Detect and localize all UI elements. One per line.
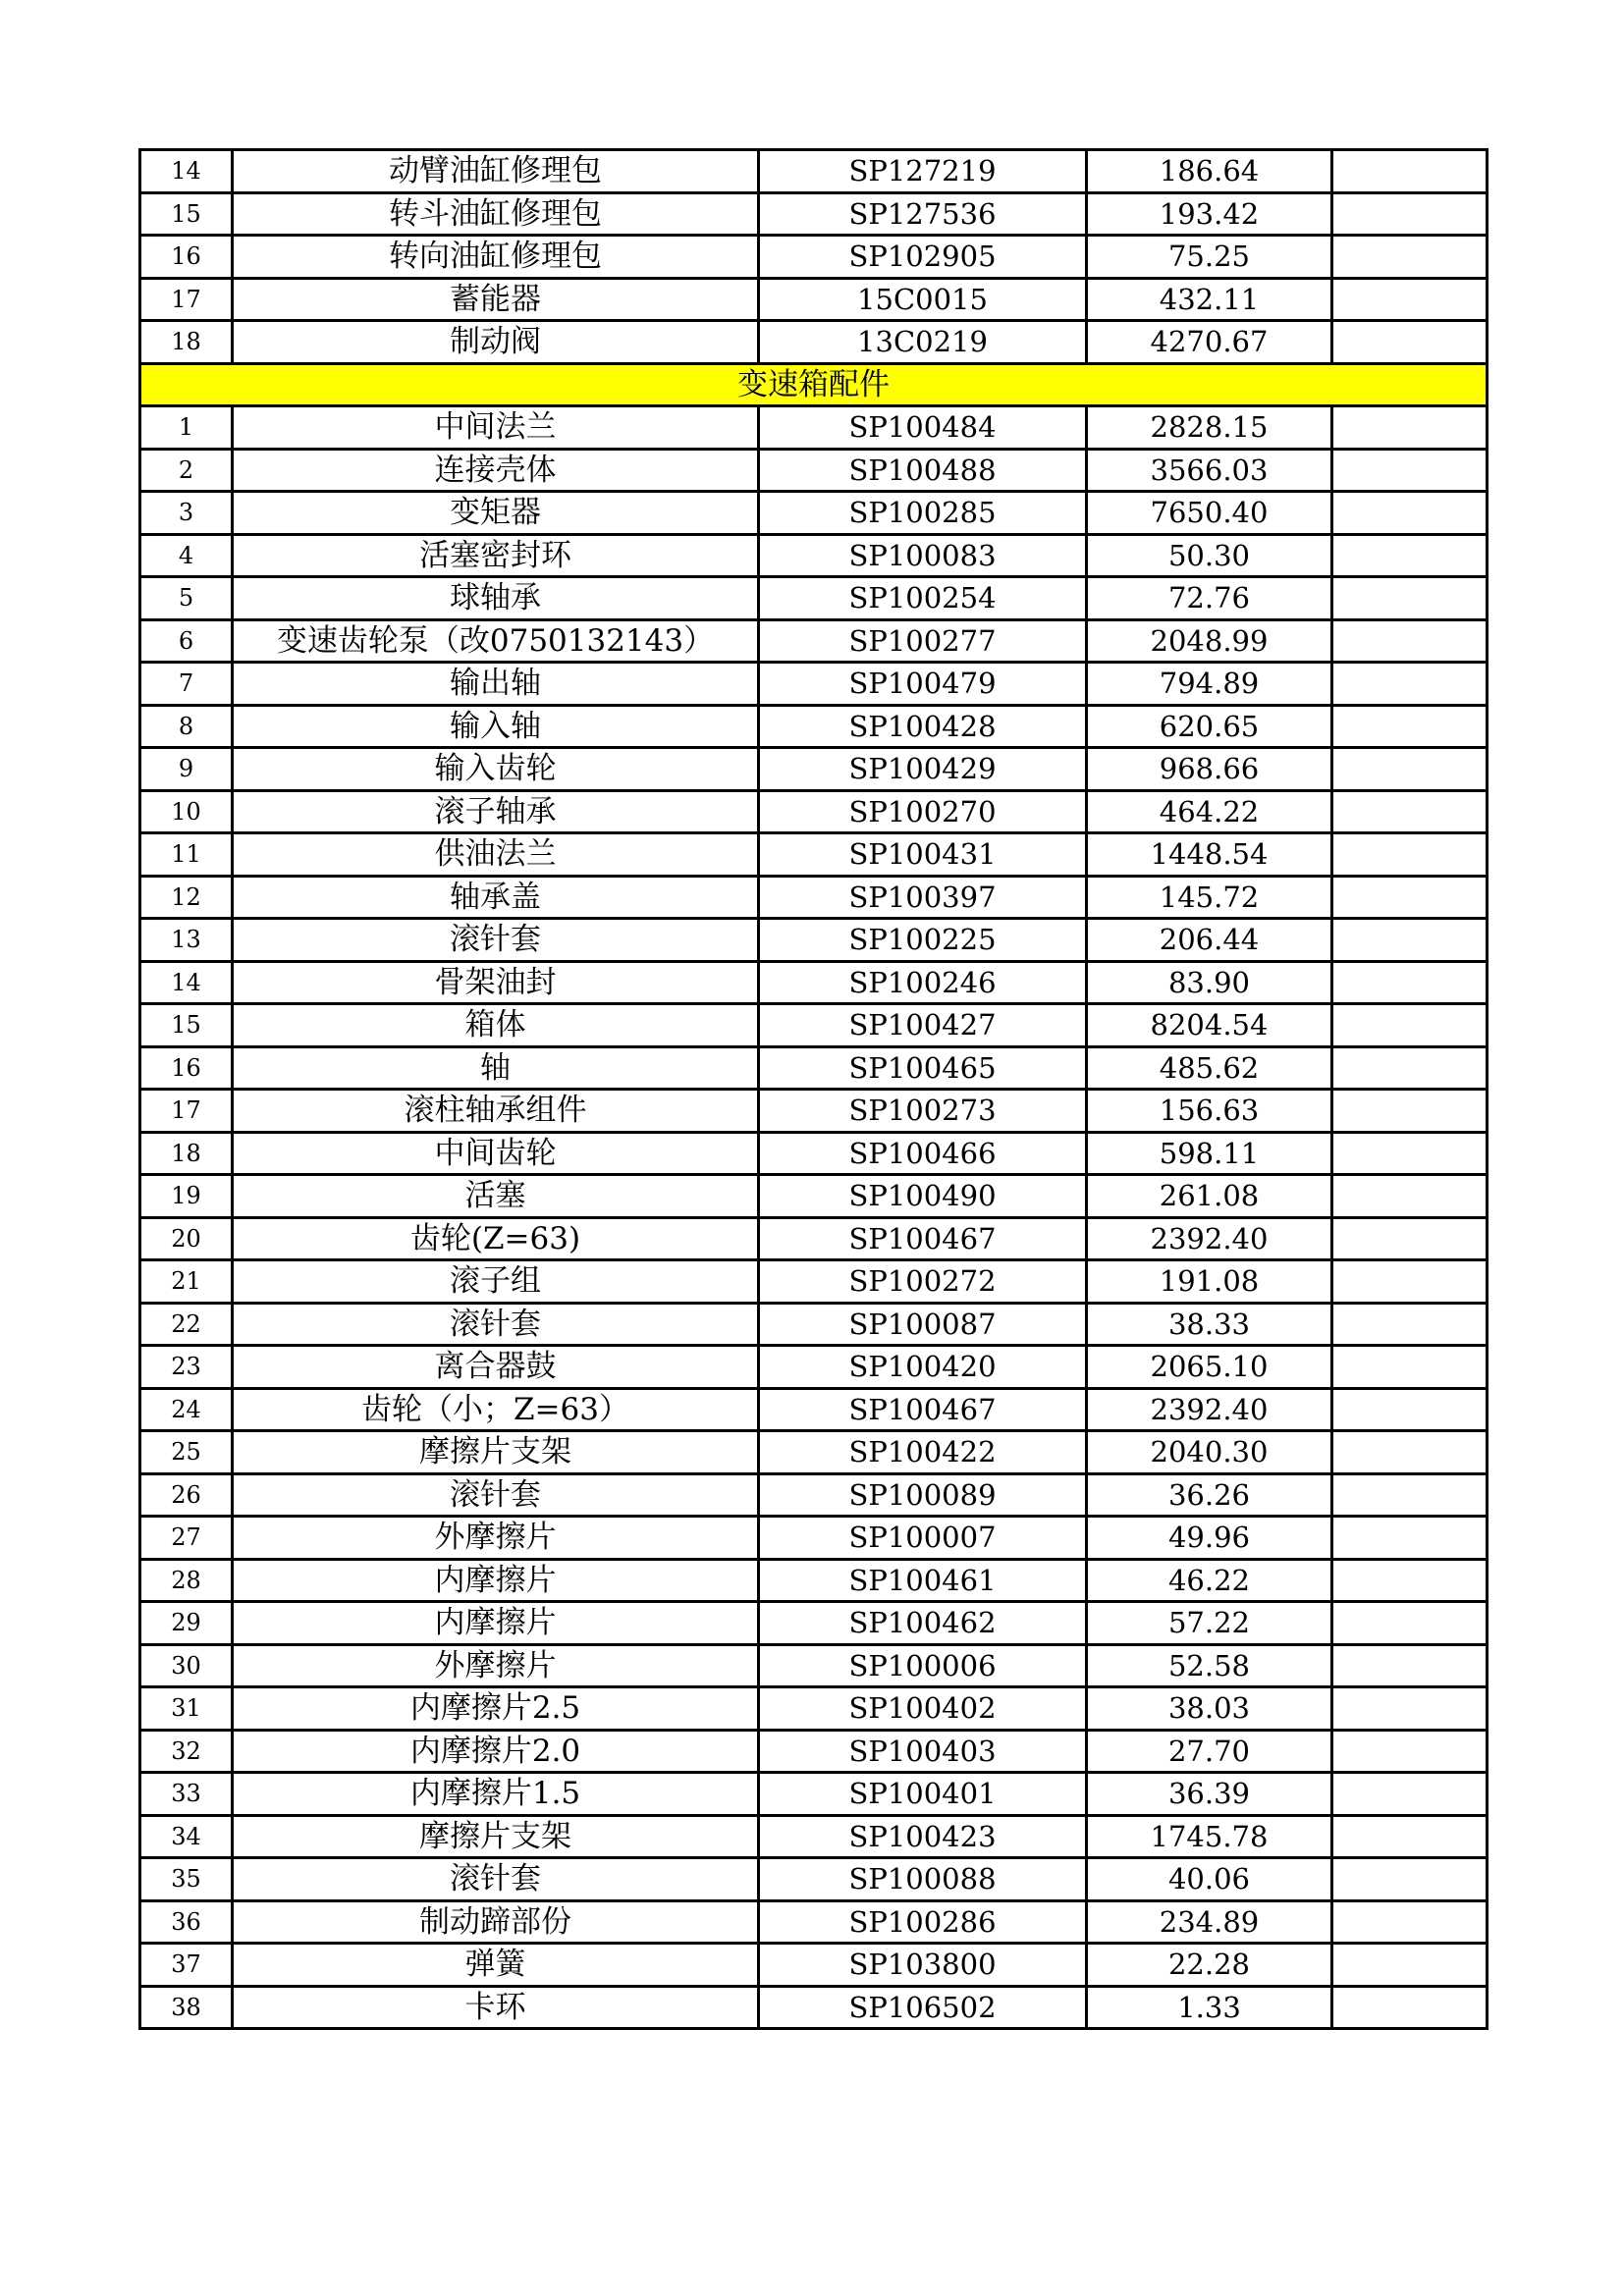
note-cell xyxy=(1332,1303,1488,1346)
row-number-cell: 4 xyxy=(140,534,233,577)
unit-price-cell: 52.58 xyxy=(1087,1644,1332,1687)
note-cell xyxy=(1332,961,1488,1004)
part-name-cell: 轴承盖 xyxy=(233,876,759,919)
row-number-cell: 23 xyxy=(140,1346,233,1389)
note-cell xyxy=(1332,1559,1488,1602)
note-cell xyxy=(1332,1046,1488,1090)
table-row xyxy=(140,748,1488,791)
table-row xyxy=(140,406,1488,450)
part-code-cell: SP100272 xyxy=(759,1260,1087,1304)
row-number-cell: 36 xyxy=(140,1900,233,1944)
part-name-cell: 滚针套 xyxy=(233,919,759,962)
part-name-cell: 摩擦片支架 xyxy=(233,1815,759,1858)
part-code-cell: SP100403 xyxy=(759,1730,1087,1773)
unit-price-cell: 485.62 xyxy=(1087,1046,1332,1090)
part-name-cell: 活塞密封环 xyxy=(233,534,759,577)
unit-price-cell: 8204.54 xyxy=(1087,1004,1332,1047)
row-number-cell: 7 xyxy=(140,663,233,706)
part-code-cell: SP100479 xyxy=(759,663,1087,706)
part-code-cell: 13C0219 xyxy=(759,321,1087,364)
note-cell xyxy=(1332,1175,1488,1218)
table-row xyxy=(140,1687,1488,1731)
row-number-cell: 9 xyxy=(140,748,233,791)
unit-price-cell: 261.08 xyxy=(1087,1175,1332,1218)
part-name-cell: 中间法兰 xyxy=(233,406,759,450)
note-cell xyxy=(1332,1602,1488,1645)
unit-price-cell: 2392.40 xyxy=(1087,1217,1332,1260)
unit-price-cell: 7650.40 xyxy=(1087,492,1332,535)
row-number-cell: 15 xyxy=(140,192,233,236)
note-cell xyxy=(1332,790,1488,833)
table-row xyxy=(140,1644,1488,1687)
part-name-cell: 箱体 xyxy=(233,1004,759,1047)
unit-price-cell: 620.65 xyxy=(1087,705,1332,748)
unit-price-cell: 46.22 xyxy=(1087,1559,1332,1602)
part-code-cell: SP100422 xyxy=(759,1431,1087,1474)
table-row xyxy=(140,1473,1488,1517)
row-number-cell: 5 xyxy=(140,577,233,620)
part-name-cell: 滚针套 xyxy=(233,1473,759,1517)
row-number-cell: 29 xyxy=(140,1602,233,1645)
row-number-cell: 18 xyxy=(140,321,233,364)
part-code-cell: SP100467 xyxy=(759,1217,1087,1260)
part-code-cell: SP100402 xyxy=(759,1687,1087,1731)
unit-price-cell: 49.96 xyxy=(1087,1517,1332,1560)
unit-price-cell: 2040.30 xyxy=(1087,1431,1332,1474)
row-number-cell: 35 xyxy=(140,1858,233,1901)
part-code-cell: SP100429 xyxy=(759,748,1087,791)
part-name-cell: 活塞 xyxy=(233,1175,759,1218)
row-number-cell: 16 xyxy=(140,1046,233,1090)
part-name-cell: 卡环 xyxy=(233,1986,759,2029)
unit-price-cell: 1745.78 xyxy=(1087,1815,1332,1858)
part-code-cell: SP100285 xyxy=(759,492,1087,535)
unit-price-cell: 968.66 xyxy=(1087,748,1332,791)
note-cell xyxy=(1332,236,1488,279)
row-number-cell: 6 xyxy=(140,619,233,663)
unit-price-cell: 191.08 xyxy=(1087,1260,1332,1304)
part-name-cell: 中间齿轮 xyxy=(233,1132,759,1175)
table-row xyxy=(140,1388,1488,1431)
table-row xyxy=(140,1900,1488,1944)
row-number-cell: 17 xyxy=(140,1090,233,1133)
row-number-cell: 13 xyxy=(140,919,233,962)
part-code-cell: SP100246 xyxy=(759,961,1087,1004)
note-cell xyxy=(1332,1986,1488,2029)
table-row xyxy=(140,619,1488,663)
note-cell xyxy=(1332,1260,1488,1304)
unit-price-cell: 206.44 xyxy=(1087,919,1332,962)
part-name-cell: 内摩擦片 xyxy=(233,1602,759,1645)
row-number-cell: 16 xyxy=(140,236,233,279)
row-number-cell: 17 xyxy=(140,278,233,321)
note-cell xyxy=(1332,1217,1488,1260)
part-name-cell: 离合器鼓 xyxy=(233,1346,759,1389)
part-name-cell: 连接壳体 xyxy=(233,449,759,492)
table-row xyxy=(140,705,1488,748)
table-row xyxy=(140,278,1488,321)
part-name-cell: 轴 xyxy=(233,1046,759,1090)
note-cell xyxy=(1332,1900,1488,1944)
unit-price-cell: 598.11 xyxy=(1087,1132,1332,1175)
part-name-cell: 制动蹄部份 xyxy=(233,1900,759,1944)
row-number-cell: 33 xyxy=(140,1773,233,1816)
table-row xyxy=(140,150,1488,193)
table-row xyxy=(140,1602,1488,1645)
note-cell xyxy=(1332,1944,1488,1987)
part-code-cell: SP103800 xyxy=(759,1944,1087,1987)
unit-price-cell: 38.33 xyxy=(1087,1303,1332,1346)
part-name-cell: 滚针套 xyxy=(233,1303,759,1346)
unit-price-cell: 72.76 xyxy=(1087,577,1332,620)
table-row xyxy=(140,1090,1488,1133)
note-cell xyxy=(1332,192,1488,236)
part-code-cell: SP100088 xyxy=(759,1858,1087,1901)
note-cell xyxy=(1332,705,1488,748)
part-code-cell: SP100006 xyxy=(759,1644,1087,1687)
row-number-cell: 32 xyxy=(140,1730,233,1773)
note-cell xyxy=(1332,534,1488,577)
part-code-cell: SP100087 xyxy=(759,1303,1087,1346)
row-number-cell: 38 xyxy=(140,1986,233,2029)
table-row xyxy=(140,1175,1488,1218)
table-row xyxy=(140,1730,1488,1773)
row-number-cell: 11 xyxy=(140,833,233,877)
part-code-cell: SP100427 xyxy=(759,1004,1087,1047)
note-cell xyxy=(1332,1730,1488,1773)
table-row xyxy=(140,919,1488,962)
part-code-cell: SP100286 xyxy=(759,1900,1087,1944)
part-name-cell: 转向油缸修理包 xyxy=(233,236,759,279)
note-cell xyxy=(1332,150,1488,193)
part-name-cell: 转斗油缸修理包 xyxy=(233,192,759,236)
note-cell xyxy=(1332,833,1488,877)
row-number-cell: 22 xyxy=(140,1303,233,1346)
table-row xyxy=(140,833,1488,877)
note-cell xyxy=(1332,577,1488,620)
part-name-cell: 滚柱轴承组件 xyxy=(233,1090,759,1133)
row-number-cell: 3 xyxy=(140,492,233,535)
part-name-cell: 蓄能器 xyxy=(233,278,759,321)
part-code-cell: SP100484 xyxy=(759,406,1087,450)
row-number-cell: 24 xyxy=(140,1388,233,1431)
unit-price-cell: 234.89 xyxy=(1087,1900,1332,1944)
row-number-cell: 20 xyxy=(140,1217,233,1260)
part-code-cell: SP100466 xyxy=(759,1132,1087,1175)
unit-price-cell: 156.63 xyxy=(1087,1090,1332,1133)
row-number-cell: 15 xyxy=(140,1004,233,1047)
part-name-cell: 制动阀 xyxy=(233,321,759,364)
part-name-cell: 输入齿轮 xyxy=(233,748,759,791)
note-cell xyxy=(1332,1090,1488,1133)
note-cell xyxy=(1332,321,1488,364)
table-row xyxy=(140,790,1488,833)
section-title: 变速箱配件 xyxy=(140,363,1488,406)
note-cell xyxy=(1332,1388,1488,1431)
table-row xyxy=(140,192,1488,236)
part-code-cell: SP100401 xyxy=(759,1773,1087,1816)
unit-price-cell: 27.70 xyxy=(1087,1730,1332,1773)
unit-price-cell: 1.33 xyxy=(1087,1986,1332,2029)
unit-price-cell: 1448.54 xyxy=(1087,833,1332,877)
part-name-cell: 动臂油缸修理包 xyxy=(233,150,759,193)
unit-price-cell: 40.06 xyxy=(1087,1858,1332,1901)
note-cell xyxy=(1332,406,1488,450)
note-cell xyxy=(1332,748,1488,791)
part-name-cell: 滚子轴承 xyxy=(233,790,759,833)
row-number-cell: 10 xyxy=(140,790,233,833)
note-cell xyxy=(1332,919,1488,962)
part-code-cell: SP100467 xyxy=(759,1388,1087,1431)
part-name-cell: 外摩擦片 xyxy=(233,1517,759,1560)
part-code-cell: SP127536 xyxy=(759,192,1087,236)
note-cell xyxy=(1332,876,1488,919)
note-cell xyxy=(1332,1132,1488,1175)
note-cell xyxy=(1332,1773,1488,1816)
unit-price-cell: 22.28 xyxy=(1087,1944,1332,1987)
unit-price-cell: 464.22 xyxy=(1087,790,1332,833)
row-number-cell: 37 xyxy=(140,1944,233,1987)
unit-price-cell: 75.25 xyxy=(1087,236,1332,279)
unit-price-cell: 145.72 xyxy=(1087,876,1332,919)
unit-price-cell: 193.42 xyxy=(1087,192,1332,236)
row-number-cell: 30 xyxy=(140,1644,233,1687)
note-cell xyxy=(1332,1687,1488,1731)
table-row xyxy=(140,1346,1488,1389)
note-cell xyxy=(1332,449,1488,492)
part-code-cell: SP102905 xyxy=(759,236,1087,279)
row-number-cell: 28 xyxy=(140,1559,233,1602)
part-name-cell: 供油法兰 xyxy=(233,833,759,877)
note-cell xyxy=(1332,1346,1488,1389)
note-cell xyxy=(1332,1473,1488,1517)
table-row xyxy=(140,1986,1488,2029)
unit-price-cell: 2065.10 xyxy=(1087,1346,1332,1389)
note-cell xyxy=(1332,1644,1488,1687)
unit-price-cell: 794.89 xyxy=(1087,663,1332,706)
table-row xyxy=(140,1260,1488,1304)
part-code-cell: SP100490 xyxy=(759,1175,1087,1218)
table-row xyxy=(140,1303,1488,1346)
table-row xyxy=(140,1046,1488,1090)
table-row xyxy=(140,449,1488,492)
note-cell xyxy=(1332,1858,1488,1901)
unit-price-cell: 36.39 xyxy=(1087,1773,1332,1816)
unit-price-cell: 2048.99 xyxy=(1087,619,1332,663)
table-row xyxy=(140,1858,1488,1901)
row-number-cell: 12 xyxy=(140,876,233,919)
part-code-cell: SP100273 xyxy=(759,1090,1087,1133)
table-row xyxy=(140,1815,1488,1858)
row-number-cell: 8 xyxy=(140,705,233,748)
note-cell xyxy=(1332,663,1488,706)
note-cell xyxy=(1332,1815,1488,1858)
parts-table-body xyxy=(140,150,1488,2029)
unit-price-cell: 2392.40 xyxy=(1087,1388,1332,1431)
table-row xyxy=(140,577,1488,620)
unit-price-cell: 2828.15 xyxy=(1087,406,1332,450)
part-name-cell: 变速齿轮泵（改0750132143） xyxy=(233,619,759,663)
table-row xyxy=(140,534,1488,577)
part-name-cell: 骨架油封 xyxy=(233,961,759,1004)
table-row xyxy=(140,663,1488,706)
row-number-cell: 26 xyxy=(140,1473,233,1517)
unit-price-cell: 432.11 xyxy=(1087,278,1332,321)
table-row xyxy=(140,1773,1488,1816)
part-name-cell: 输出轴 xyxy=(233,663,759,706)
note-cell xyxy=(1332,492,1488,535)
row-number-cell: 1 xyxy=(140,406,233,450)
part-code-cell: SP100277 xyxy=(759,619,1087,663)
table-row xyxy=(140,1004,1488,1047)
part-name-cell: 齿轮(Z=63) xyxy=(233,1217,759,1260)
part-code-cell: SP100254 xyxy=(759,577,1087,620)
note-cell xyxy=(1332,1517,1488,1560)
part-name-cell: 齿轮（小；Z=63） xyxy=(233,1388,759,1431)
part-code-cell: SP100423 xyxy=(759,1815,1087,1858)
row-number-cell: 2 xyxy=(140,449,233,492)
part-name-cell: 变矩器 xyxy=(233,492,759,535)
part-code-cell: SP127219 xyxy=(759,150,1087,193)
unit-price-cell: 36.26 xyxy=(1087,1473,1332,1517)
row-number-cell: 19 xyxy=(140,1175,233,1218)
part-name-cell: 滚子组 xyxy=(233,1260,759,1304)
row-number-cell: 18 xyxy=(140,1132,233,1175)
note-cell xyxy=(1332,1431,1488,1474)
unit-price-cell: 4270.67 xyxy=(1087,321,1332,364)
table-row xyxy=(140,1944,1488,1987)
section-header-row xyxy=(140,363,1488,406)
part-code-cell: SP100089 xyxy=(759,1473,1087,1517)
part-code-cell: SP100488 xyxy=(759,449,1087,492)
part-name-cell: 内摩擦片2.0 xyxy=(233,1730,759,1773)
row-number-cell: 34 xyxy=(140,1815,233,1858)
part-code-cell: SP100225 xyxy=(759,919,1087,962)
row-number-cell: 14 xyxy=(140,150,233,193)
unit-price-cell: 50.30 xyxy=(1087,534,1332,577)
table-row xyxy=(140,876,1488,919)
part-name-cell: 输入轴 xyxy=(233,705,759,748)
part-code-cell: SP100397 xyxy=(759,876,1087,919)
part-code-cell: 15C0015 xyxy=(759,278,1087,321)
unit-price-cell: 186.64 xyxy=(1087,150,1332,193)
part-code-cell: SP100420 xyxy=(759,1346,1087,1389)
part-name-cell: 内摩擦片1.5 xyxy=(233,1773,759,1816)
table-row xyxy=(140,492,1488,535)
part-code-cell: SP100431 xyxy=(759,833,1087,877)
part-code-cell: SP100428 xyxy=(759,705,1087,748)
row-number-cell: 27 xyxy=(140,1517,233,1560)
unit-price-cell: 57.22 xyxy=(1087,1602,1332,1645)
note-cell xyxy=(1332,619,1488,663)
row-number-cell: 14 xyxy=(140,961,233,1004)
row-number-cell: 31 xyxy=(140,1687,233,1731)
note-cell xyxy=(1332,278,1488,321)
part-code-cell: SP100462 xyxy=(759,1602,1087,1645)
part-name-cell: 内摩擦片2.5 xyxy=(233,1687,759,1731)
table-row xyxy=(140,961,1488,1004)
unit-price-cell: 83.90 xyxy=(1087,961,1332,1004)
part-name-cell: 球轴承 xyxy=(233,577,759,620)
table-row xyxy=(140,1431,1488,1474)
note-cell xyxy=(1332,1004,1488,1047)
table-row xyxy=(140,1132,1488,1175)
part-name-cell: 内摩擦片 xyxy=(233,1559,759,1602)
part-code-cell: SP100007 xyxy=(759,1517,1087,1560)
table-row xyxy=(140,236,1488,279)
row-number-cell: 21 xyxy=(140,1260,233,1304)
parts-price-table xyxy=(138,148,1489,2030)
table-row xyxy=(140,1217,1488,1260)
part-code-cell: SP100461 xyxy=(759,1559,1087,1602)
part-code-cell: SP100083 xyxy=(759,534,1087,577)
part-name-cell: 摩擦片支架 xyxy=(233,1431,759,1474)
table-row xyxy=(140,1559,1488,1602)
table-row xyxy=(140,1517,1488,1560)
part-name-cell: 外摩擦片 xyxy=(233,1644,759,1687)
table-row xyxy=(140,321,1488,364)
part-name-cell: 滚针套 xyxy=(233,1858,759,1901)
unit-price-cell: 3566.03 xyxy=(1087,449,1332,492)
part-code-cell: SP106502 xyxy=(759,1986,1087,2029)
unit-price-cell: 38.03 xyxy=(1087,1687,1332,1731)
part-name-cell: 弹簧 xyxy=(233,1944,759,1987)
part-code-cell: SP100465 xyxy=(759,1046,1087,1090)
row-number-cell: 25 xyxy=(140,1431,233,1474)
part-code-cell: SP100270 xyxy=(759,790,1087,833)
